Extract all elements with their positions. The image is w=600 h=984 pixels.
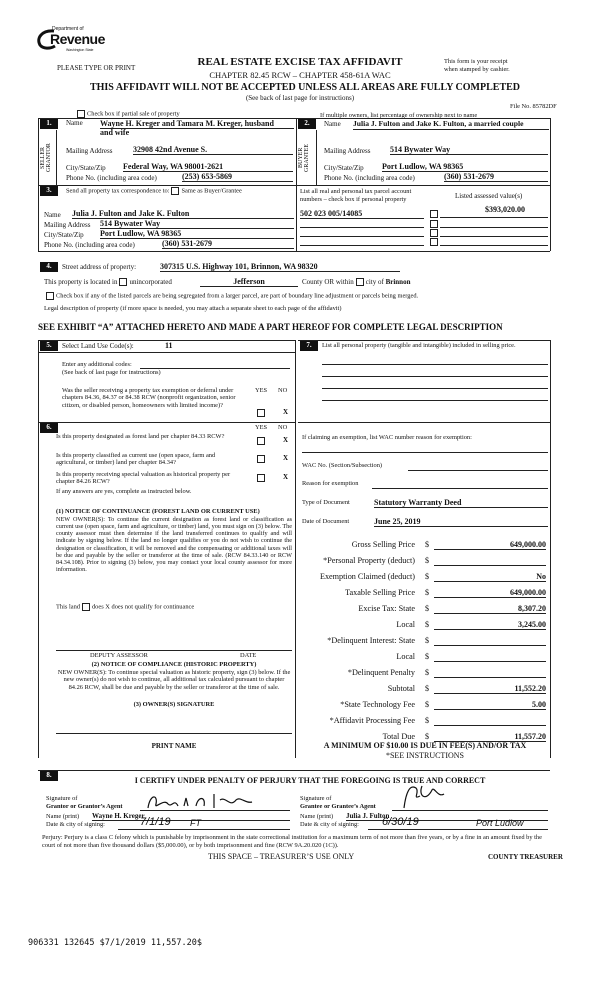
tax-label-local: Local — [396, 620, 415, 629]
tax-label-delinquent-state: *Delinquent Interest: State — [327, 636, 415, 645]
grantee-date-label: Date & city of signing: — [300, 821, 359, 828]
s5-yes: YES — [255, 387, 268, 394]
notice2-title: (2) NOTICE OF COMPLIANCE (HISTORIC PROPERTY) — [91, 661, 257, 668]
grantee-signature — [392, 782, 462, 812]
seller-name-label: Name — [66, 119, 83, 127]
buyer-mailing: 514 Bywater Way — [390, 145, 548, 155]
s6-q1-yes-checkbox[interactable] — [257, 437, 265, 445]
receipt-note-1: This form is your receipt — [444, 58, 508, 65]
personal-property-label: List all personal property (tangible and intangible) included in selling price. — [322, 342, 516, 349]
tax-label-gross: Gross Selling Price — [351, 540, 415, 549]
certify-statement: I CERTIFY UNDER PENALTY OF PERJURY THAT THE FOREGOING IS TRUE AND CORRECT — [134, 776, 486, 785]
seller-mailing-label: Mailing Address — [66, 147, 113, 155]
corr-mailing: 514 Bywater Way — [100, 219, 294, 229]
tax-table — [300, 540, 550, 750]
tax-value-gross: 649,000.00 — [434, 540, 546, 550]
s6-q3: Is this property receiving special valuation as historical property per chapter 84.26 RCW? — [56, 471, 231, 486]
tax-value-exemption: No — [434, 572, 546, 582]
segregated-note: Check box if any of the listed parcels are being segregated from a larger parcel, are part of boundary line adjustment or parcels being merged. — [44, 292, 554, 300]
street-label: Street address of property: — [62, 263, 137, 271]
buyer-city: Port Ludlow, WA 98365 — [382, 162, 548, 172]
seller-city-label: City/State/Zip — [66, 164, 106, 172]
dor-logo — [36, 22, 106, 62]
section-8-number: 8. — [40, 771, 58, 781]
buyer-city-label: City/State/Zip — [324, 164, 364, 172]
deputy-date: DATE — [240, 652, 257, 659]
partial-sale: Check box if partial sale of property — [75, 110, 180, 118]
grantee-date: 6/30/19 — [382, 816, 419, 828]
seller-side-label: SELLER GRANTOR — [40, 143, 52, 173]
grantee-sig-label: Signature of — [300, 795, 332, 802]
form-title: REAL ESTATE EXCISE TAX AFFIDAVIT — [197, 56, 403, 68]
tax-dollar: $ — [425, 588, 429, 597]
tax-label-exemption: Exemption Claimed (deduct) — [319, 572, 415, 581]
grantor-signature — [140, 790, 290, 814]
tax-dollar: $ — [425, 556, 429, 565]
wac-label: WAC No. (Section/Subsection) — [302, 462, 383, 469]
grantor-sig-label: Signature of — [46, 795, 78, 802]
section-6-number: 6. — [40, 423, 58, 433]
treasurer-stamp: 906331 132645 $7/1/2019 11,557.20$ — [28, 938, 202, 948]
corr-phone: (360) 531-2679 — [162, 239, 294, 249]
same-as-buyer-checkbox[interactable] — [171, 187, 179, 195]
s6-q2-yes-checkbox[interactable] — [257, 455, 265, 463]
grantee-city: Port Ludlow — [476, 818, 524, 828]
parcel-personal-checkbox-1[interactable] — [430, 210, 438, 218]
located-in: This property is located in unincorporated — [44, 278, 172, 286]
doc-date: June 25, 2019 — [374, 517, 548, 527]
grantee-agent-label: Grantee or Grantee’s Agent — [300, 803, 376, 810]
tax-label-processing: *Affidavit Processing Fee — [329, 716, 415, 725]
section-2-number: 2. — [298, 119, 316, 129]
corr-city-label: City/State/Zip — [44, 231, 84, 239]
doc-date-label: Date of Document — [302, 518, 350, 525]
grantor-name-label: Name (print) — [46, 813, 80, 820]
notice1-title: (1) NOTICE OF CONTINUANCE (FOREST LAND OR CURRENT USE) — [56, 508, 260, 515]
county-treasurer: COUNTY TREASURER — [488, 853, 563, 861]
parcel-personal-checkbox-3[interactable] — [430, 229, 438, 237]
s6-no: NO — [278, 424, 288, 431]
grantee-name: Julia J. Fulton — [346, 812, 548, 821]
parcel-number: 502 023 005/14085 — [300, 209, 424, 219]
notice1-body: NEW OWNER(S): To continue the current designation as forest land or classification as current use (open space, farm and agriculture, or timber) land, you must sign on (3) below. The county assessor must then determine if the land transferred continues to qualify and will indicate by signing below. If the land no longer qualifies or you do not wish to continue the designation or classification, it will be removed and the compensating or additional taxes will be due and payable by the seller or transferor at the time of sale. (RCW 84.33.140 or RCW 84.34.108). Prior to signing (3) below, you may contact your local county assessor for more information. — [56, 516, 292, 573]
logo-line2: Revenue — [50, 31, 105, 47]
buyer-mailing-label: Mailing Address — [324, 147, 371, 155]
tax-value-technology: 5.00 — [434, 700, 546, 710]
tax-label-subtotal: Subtotal — [387, 684, 415, 693]
segregated-checkbox[interactable] — [46, 292, 54, 300]
corr-name-label: Name — [44, 211, 61, 219]
grantor-date-label: Date & city of signing: — [46, 821, 105, 828]
partial-sale-checkbox[interactable] — [77, 110, 85, 118]
this-land: This land does X does not qualify for continuance — [56, 603, 195, 611]
corr-name: Julia J. Fulton and Jake K. Fulton — [72, 209, 294, 219]
tax-label-technology: *State Technology Fee — [340, 700, 415, 709]
tax-dollar: $ — [425, 668, 429, 677]
grantee-name-label: Name (print) — [300, 813, 334, 820]
tax-dollar: $ — [425, 684, 429, 693]
corr-city: Port Ludlow, WA 98365 — [100, 229, 294, 239]
notice2-body: NEW OWNER(S): To continue special valuation as historic property, sign (3) below. If the new owner(s) do not wish to continue, all additional tax calculated pursuant to chapter 84.26 RCW, shall be due and payable by the seller or transferor at the time of sale. — [57, 669, 291, 691]
tax-label-penalty: *Delinquent Penalty — [347, 668, 415, 677]
s6-yes: YES — [255, 424, 268, 431]
buyer-name: Julia J. Fulton and Jake K. Fulton, a married couple — [353, 120, 549, 130]
seller-phone-label: Phone No. (including area code) — [66, 174, 157, 182]
seller-name-2: and wife — [100, 128, 130, 137]
buyer-name-label: Name — [324, 120, 341, 128]
tax-dollar: $ — [425, 652, 429, 661]
print-name-label: PRINT NAME — [151, 742, 197, 750]
unincorporated-checkbox[interactable] — [119, 278, 127, 286]
tax-value-delinquent-local — [434, 652, 546, 662]
logo-line1: Department of — [52, 26, 84, 32]
seller-phone: (253) 653-5869 — [182, 172, 293, 182]
tax-dollar: $ — [425, 700, 429, 709]
land-use-code: 11 — [165, 341, 173, 350]
tax-value-total: 11,557.20 — [434, 732, 546, 742]
reason-label: Reason for exemption — [302, 480, 359, 487]
please-type: PLEASE TYPE OR PRINT — [57, 64, 136, 72]
parcel-personal-checkbox-2[interactable] — [430, 220, 438, 228]
tax-label-state: Excise Tax: State — [358, 604, 415, 613]
owner-signature-label: (3) OWNER(S) SIGNATURE — [133, 701, 215, 708]
buyer-phone-label: Phone No. (including area code) — [324, 174, 415, 182]
tax-label-personal: *Personal Property (deduct) — [323, 556, 415, 565]
parcel-label-1: List all real and personal tax parcel account — [300, 188, 412, 195]
s6-q1: Is this property designated as forest land per chapter 84.33 RCW? — [56, 433, 225, 440]
tax-dollar: $ — [425, 636, 429, 645]
tax-label-total: Total Due — [382, 732, 415, 741]
s5-yes-checkbox[interactable] — [257, 409, 265, 417]
property-street: 307315 U.S. Highway 101, Brinnon, WA 98320 — [160, 262, 400, 272]
minimum-due: A MINIMUM OF $10.00 IS DUE IN FEE(S) AND/OR TAX — [323, 741, 527, 750]
perjury-note: Perjury: Perjury is a class C felony which is punishable by imprisonment in the state correctional institution for a maximum term of not more than five years, or by a fine in an amount fixed by the court of not more than five thousand dollars ($5,000.00), or by both imprisonment and fine (RCW 9A.20.020 (1C)). — [42, 834, 542, 849]
tax-value-subtotal: 11,552.20 — [434, 684, 546, 694]
tax-value-local: 3,245.00 — [434, 620, 546, 630]
tax-value-delinquent-state — [434, 636, 546, 646]
tax-value-taxable: 649,000.00 — [434, 588, 546, 598]
tax-value-state: 8,307.20 — [434, 604, 546, 614]
s5-no: NO — [278, 387, 288, 394]
buyer-phone: (360) 531-2679 — [444, 172, 548, 182]
s6-q2-no-mark: X — [283, 454, 289, 462]
section-5-number: 5. — [40, 341, 58, 351]
s6-q3-no-mark: X — [283, 473, 289, 481]
form-warning: THIS AFFIDAVIT WILL NOT BE ACCEPTED UNLESS ALL AREAS ARE FULLY COMPLETED — [89, 82, 521, 93]
tax-dollar: $ — [425, 572, 429, 581]
corr-mailing-label: Mailing Address — [44, 221, 91, 229]
logo-line3: Washington State — [66, 48, 94, 52]
s6-note: If any answers are yes, complete as instructed below. — [56, 488, 192, 495]
treasurer-use: THIS SPACE – TREASURER’S USE ONLY — [208, 852, 355, 861]
additional-codes-label: Enter any additional codes: — [62, 361, 132, 368]
s6-q1-no-mark: X — [283, 436, 289, 444]
s5-question: Was the seller receiving a property tax exemption or deferral under chapters 84.36, 84.37 or 84.38 RCW (nonprofit organization, senior citizen, or disabled person, homeowners with limited income)? — [62, 387, 236, 409]
deputy-assessor: DEPUTY ASSESSOR — [90, 652, 148, 659]
tax-dollar: $ — [425, 604, 429, 613]
s5-no-mark: X — [283, 408, 289, 416]
tax-value-penalty — [434, 668, 546, 678]
section-1-number: 1. — [40, 119, 58, 129]
seller-mailing: 32908 42nd Avenue S. — [133, 145, 293, 155]
receipt-note-2: when stamped by cashier. — [444, 66, 510, 73]
section-4-number: 4. — [40, 262, 58, 272]
parcel-personal-checkbox-4[interactable] — [430, 238, 438, 246]
grantor-agent-label: Grantor or Grantor’s Agent — [46, 803, 123, 810]
tax-dollar: $ — [425, 716, 429, 725]
city-of-checkbox[interactable] — [356, 278, 364, 286]
grantor-name: Wayne H. Kreger — [92, 812, 290, 821]
doc-type: Statutory Warranty Deed — [374, 498, 548, 508]
section-3-number: 3. — [40, 186, 58, 196]
legal-desc-note: Legal description of property (if more space is needed, you may attach a separate sheet to each page of the affidavit) — [44, 305, 342, 312]
exemption-label: If claiming an exemption, list WAC number reason for exemption: — [302, 434, 472, 441]
tax-value-personal — [434, 556, 546, 566]
grantor-city: FT — [190, 818, 201, 828]
land-use-label: Select Land Use Code(s): — [62, 342, 134, 350]
form-subtitle: CHAPTER 82.45 RCW – CHAPTER 458-61A WAC — [209, 70, 391, 80]
tax-label-taxable: Taxable Selling Price — [345, 588, 415, 597]
tax-dollar: $ — [425, 732, 429, 741]
section-7-number: 7. — [300, 341, 318, 351]
tax-label-delinquent-local: Local — [396, 652, 415, 661]
corr-phone-label: Phone No. (including area code) — [44, 241, 135, 249]
file-no: File No. 85782DF — [510, 103, 557, 110]
tax-dollar: $ — [425, 620, 429, 629]
multiple-owners-note: If multiple owners, list percentage of ownership next to name — [320, 112, 478, 119]
seller-city: Federal Way, WA 98001-2621 — [123, 162, 293, 172]
buyer-side-label: BUYER GRANTEE — [298, 144, 310, 172]
assessed-value-label: Listed assessed value(s) — [455, 192, 523, 200]
tax-dollar: $ — [425, 540, 429, 549]
parcel-label-2: numbers – check box if personal property — [300, 196, 407, 203]
county: Jefferson — [200, 277, 298, 287]
grantor-date: 7/1/19 — [140, 816, 171, 828]
tax-value-processing — [434, 716, 546, 726]
s6-q3-yes-checkbox[interactable] — [257, 474, 265, 482]
doc-type-label: Type of Document — [302, 499, 350, 506]
does-checkbox[interactable] — [82, 603, 90, 611]
county-or: County OR within city of Brinnon — [302, 278, 411, 286]
exhibit-note: SEE EXHIBIT “A” ATTACHED HERETO AND MADE A PART HEREOF FOR COMPLETE LEGAL DESCRIPTION — [38, 322, 503, 332]
parcel-value: $393,020.00 — [485, 205, 525, 214]
see-back: (See back of last page for instructions) — [245, 94, 355, 102]
additional-codes-note: (See back of last page for instructions) — [62, 369, 161, 376]
correspondence-label: Send all property tax correspondence to: Same as Buyer/Grantee — [66, 187, 242, 195]
seller-name: Wayne H. Kreger and Tamara M. Kreger, husband — [100, 119, 294, 129]
see-instructions: *SEE INSTRUCTIONS — [385, 751, 464, 760]
s6-q2: Is this property classified as current use (open space, farm and agricultural, or timber) land per chapter 84.34? — [56, 452, 216, 467]
